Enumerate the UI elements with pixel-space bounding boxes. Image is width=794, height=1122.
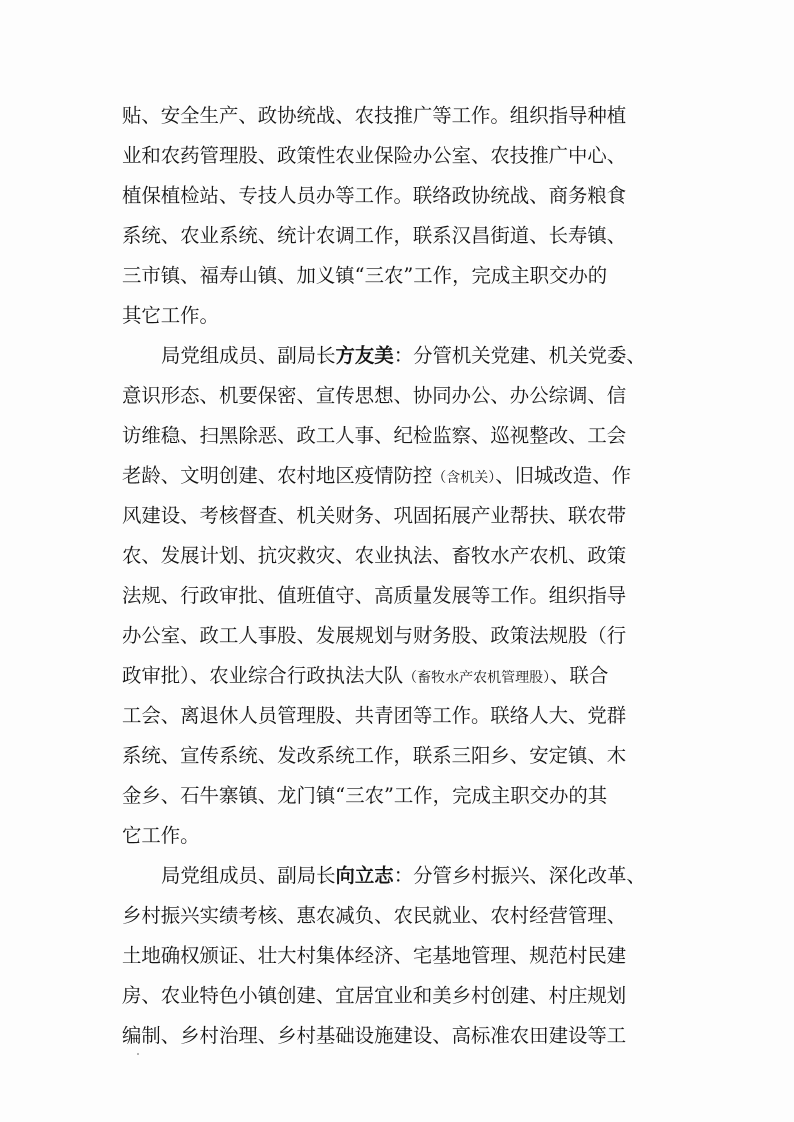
text-line: 编制、乡村治理、乡村基础设施建设、高标准农田建设等工 bbox=[122, 1024, 627, 1047]
person-name: 方友美 bbox=[335, 344, 394, 367]
paragraph-lead-line bbox=[161, 859, 682, 893]
text-line: 工会、离退休人员管理股、共青团等工作。联络人大、党群 bbox=[122, 704, 627, 727]
inline-note: （畜牧水产农机管理股） bbox=[403, 670, 551, 686]
text-line: 法规、行政审批、值班值守、高质量发展等工作。组织指导 bbox=[122, 584, 627, 607]
lead-rest-text: ：分管机关党建、机关党委、 bbox=[393, 344, 646, 367]
text-line bbox=[122, 659, 682, 693]
lead-rest-text: ：分管乡村振兴、深化改革、 bbox=[393, 864, 646, 887]
text-line: 贴、安全生产、政协统战、农技推广等工作。组织指导种植 bbox=[122, 104, 627, 127]
text-line: 乡村振兴实绩考核、惠农减负、农民就业、农村经营管理、 bbox=[122, 904, 627, 927]
person-name: 向立志 bbox=[335, 864, 394, 887]
text-segment: 政审批）、农业综合行政执法大队 bbox=[122, 664, 404, 687]
text-line: 系统、宣传系统、发改系统工作，联系三阳乡、安定镇、木 bbox=[122, 744, 627, 767]
text-segment: 、联合 bbox=[550, 664, 609, 687]
text-line: 土地确权颁证、壮大村集体经济、宅基地管理、规范村民建 bbox=[122, 944, 627, 967]
text-line: 房、农业特色小镇创建、宜居宜业和美乡村创建、村庄规划 bbox=[122, 984, 627, 1007]
text-line: 访维稳、扫黑除恶、政工人事、纪检监察、巡视整改、工会 bbox=[122, 424, 627, 447]
text-line: 三市镇、福寿山镇、加义镇“三农”工作，完成主职交办的 bbox=[122, 264, 608, 287]
text-line: 系统、农业系统、统计农调工作，联系汉昌街道、长寿镇、 bbox=[122, 224, 627, 247]
text-line: 植保植检站、专技人员办等工作。联络政协统战、商务粮食 bbox=[122, 184, 627, 207]
text-line: 其它工作。 bbox=[122, 304, 219, 327]
text-line: 金乡、石牛寨镇、龙门镇“三农”工作，完成主职交办的其 bbox=[122, 784, 608, 807]
lead-text: 局党组成员、副局长 bbox=[161, 864, 336, 887]
paragraph-lead-line bbox=[161, 339, 682, 373]
text-line: 农、发展计划、抗灾救灾、农业执法、畜牧水产农机、政策 bbox=[122, 544, 627, 567]
text-line: 意识形态、机要保密、宣传思想、协同办公、办公综调、信 bbox=[122, 384, 627, 407]
text-line: 业和农药管理股、政策性农业保险办公室、农技推广中心、 bbox=[122, 144, 627, 167]
text-segment: 、旧城改造、作 bbox=[495, 464, 631, 487]
inline-note: （含机关） bbox=[432, 470, 496, 486]
lead-text: 局党组成员、副局长 bbox=[161, 344, 336, 367]
text-line bbox=[122, 459, 682, 493]
text-line: 它工作。 bbox=[122, 824, 200, 847]
scan-speck bbox=[137, 1053, 139, 1055]
text-line: 风建设、考核督查、机关财务、巩固拓展产业帮扶、联农带 bbox=[122, 504, 627, 527]
text-line: 办公室、政工人事股、发展规划与财务股、政策法规股（行 bbox=[122, 624, 627, 647]
text-segment: 老龄、文明创建、农村地区疫情防控 bbox=[122, 464, 433, 487]
